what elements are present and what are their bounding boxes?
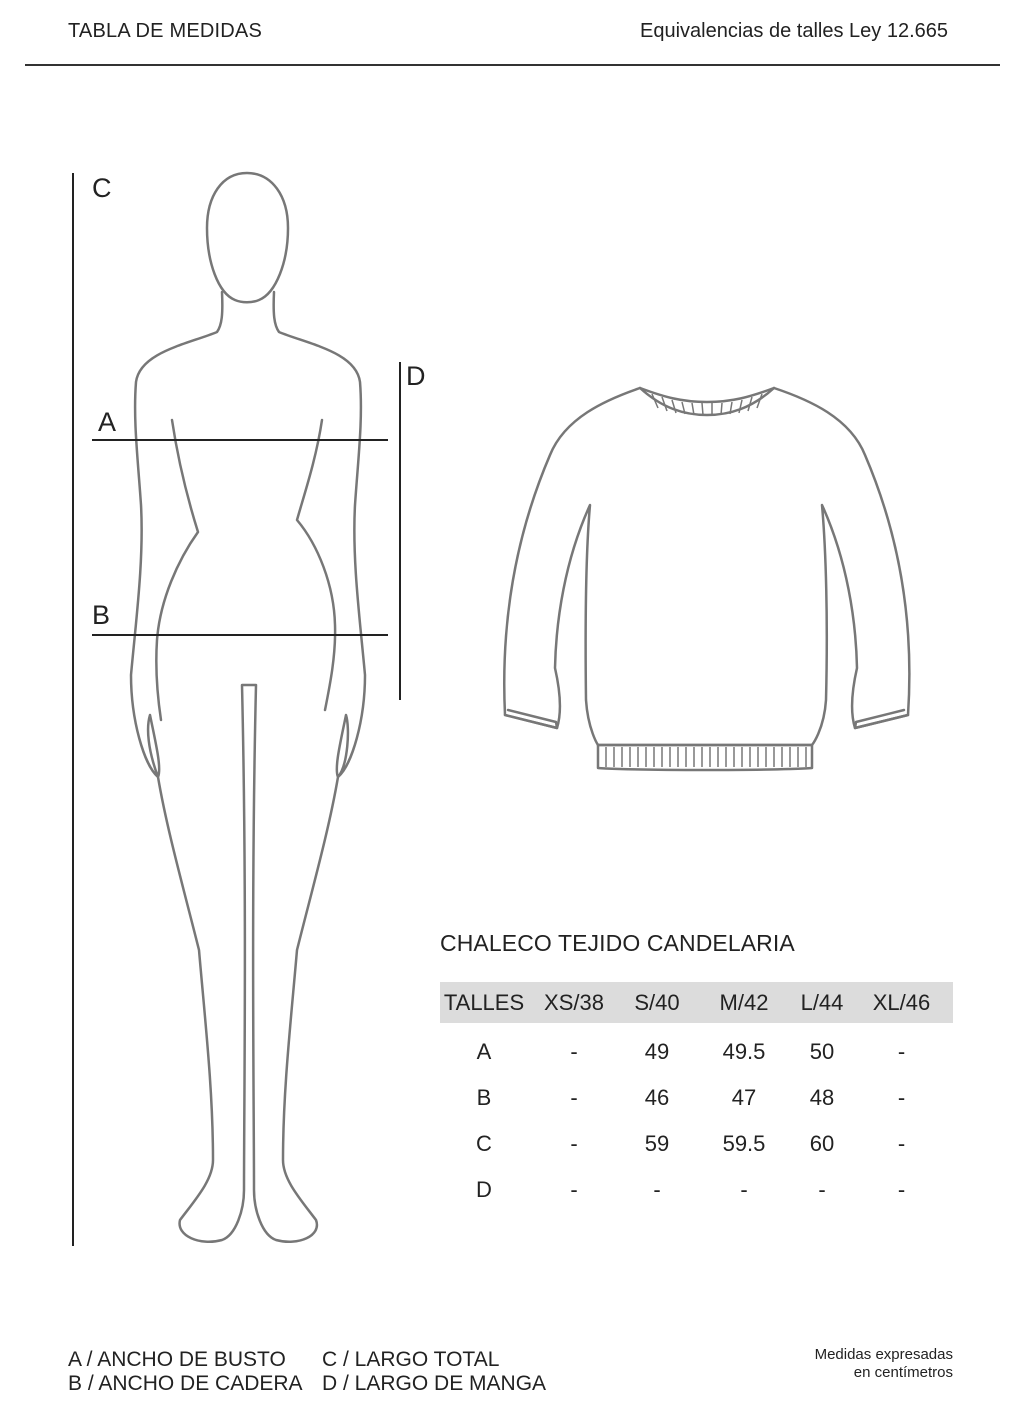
table-cell: 49.5 — [722, 1039, 766, 1064]
table-cell: 59.5 — [722, 1131, 766, 1156]
table-cell: 59 — [644, 1131, 670, 1156]
body-figure-head — [207, 173, 288, 302]
legend-item-b: B / ANCHO DE CADERA — [68, 1372, 303, 1395]
table-cell: 47 — [731, 1085, 757, 1110]
label-b: B — [92, 600, 111, 630]
units-note-line: en centímetros — [853, 1364, 953, 1381]
size-table — [440, 982, 953, 1213]
table-cell: - — [570, 1085, 578, 1110]
table-row — [440, 1023, 953, 1075]
legend-right — [322, 1348, 546, 1396]
table-cell: 46 — [644, 1085, 670, 1110]
table-cell: C — [476, 1131, 492, 1156]
table-cell: - — [897, 1039, 906, 1064]
table-cell: A — [476, 1039, 492, 1064]
table-cell: - — [897, 1085, 906, 1110]
table-cell: B — [476, 1085, 492, 1110]
column-header: S/40 — [620, 982, 694, 1023]
sweater-outline — [504, 388, 909, 745]
column-header: L/44 — [794, 982, 850, 1023]
table-cell: - — [740, 1177, 748, 1202]
table-cell: 60 — [809, 1131, 835, 1156]
table-cell: 48 — [809, 1085, 835, 1110]
legend-left — [68, 1348, 303, 1396]
column-header: XL/46 — [850, 982, 953, 1023]
legend-item-d: D / LARGO DE MANGA — [322, 1372, 547, 1395]
table-row — [440, 1075, 953, 1121]
product-name: CHALECO TEJIDO CANDELARIA — [440, 930, 795, 956]
column-header: TALLES — [440, 982, 528, 1023]
table-row — [440, 1167, 953, 1213]
body-figure-outline — [131, 292, 365, 1242]
body-figure-torso-right — [297, 420, 335, 710]
units-note — [815, 1346, 953, 1382]
sweater-left-cuff — [505, 710, 557, 728]
table-cell: - — [897, 1131, 906, 1156]
table-cell: D — [476, 1177, 492, 1202]
table-cell: - — [570, 1039, 578, 1064]
page-title: TABLA DE MEDIDAS — [68, 20, 262, 42]
sweater-right-cuff — [855, 710, 908, 728]
table-cell: 50 — [809, 1039, 835, 1064]
label-a: A — [98, 407, 117, 437]
table-cell: 49 — [644, 1039, 670, 1064]
units-note-line: Medidas expresadas — [814, 1346, 953, 1363]
body-figure-torso-left — [156, 420, 198, 720]
table-cell: - — [653, 1177, 661, 1202]
legend-item-a: A / ANCHO DE BUSTO — [68, 1348, 286, 1371]
table-cell: - — [818, 1177, 826, 1202]
column-header: M/42 — [694, 982, 794, 1023]
size-table-header — [440, 982, 953, 1023]
column-header: XS/38 — [528, 982, 620, 1023]
table-row — [440, 1121, 953, 1167]
table-cell: - — [897, 1177, 906, 1202]
table-cell: - — [570, 1131, 578, 1156]
legend-item-c: C / LARGO TOTAL — [322, 1348, 500, 1371]
table-cell: - — [570, 1177, 578, 1202]
label-c: C — [92, 173, 112, 203]
label-d: D — [406, 361, 426, 391]
page-subtitle: Equivalencias de talles Ley 12.665 — [640, 20, 948, 42]
